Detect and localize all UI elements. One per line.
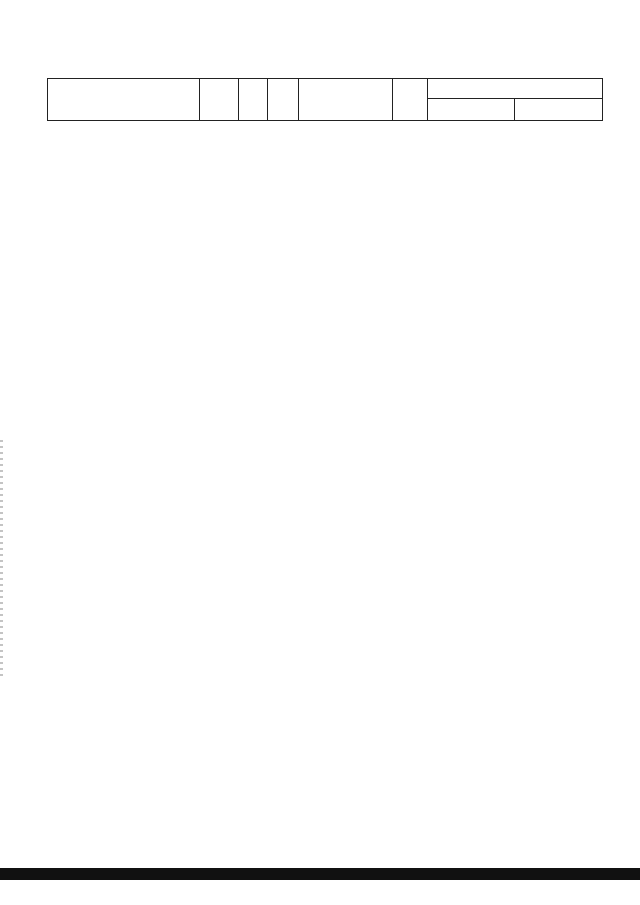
scan-bottom-band xyxy=(0,868,640,880)
scan-edge-marks xyxy=(0,440,3,680)
